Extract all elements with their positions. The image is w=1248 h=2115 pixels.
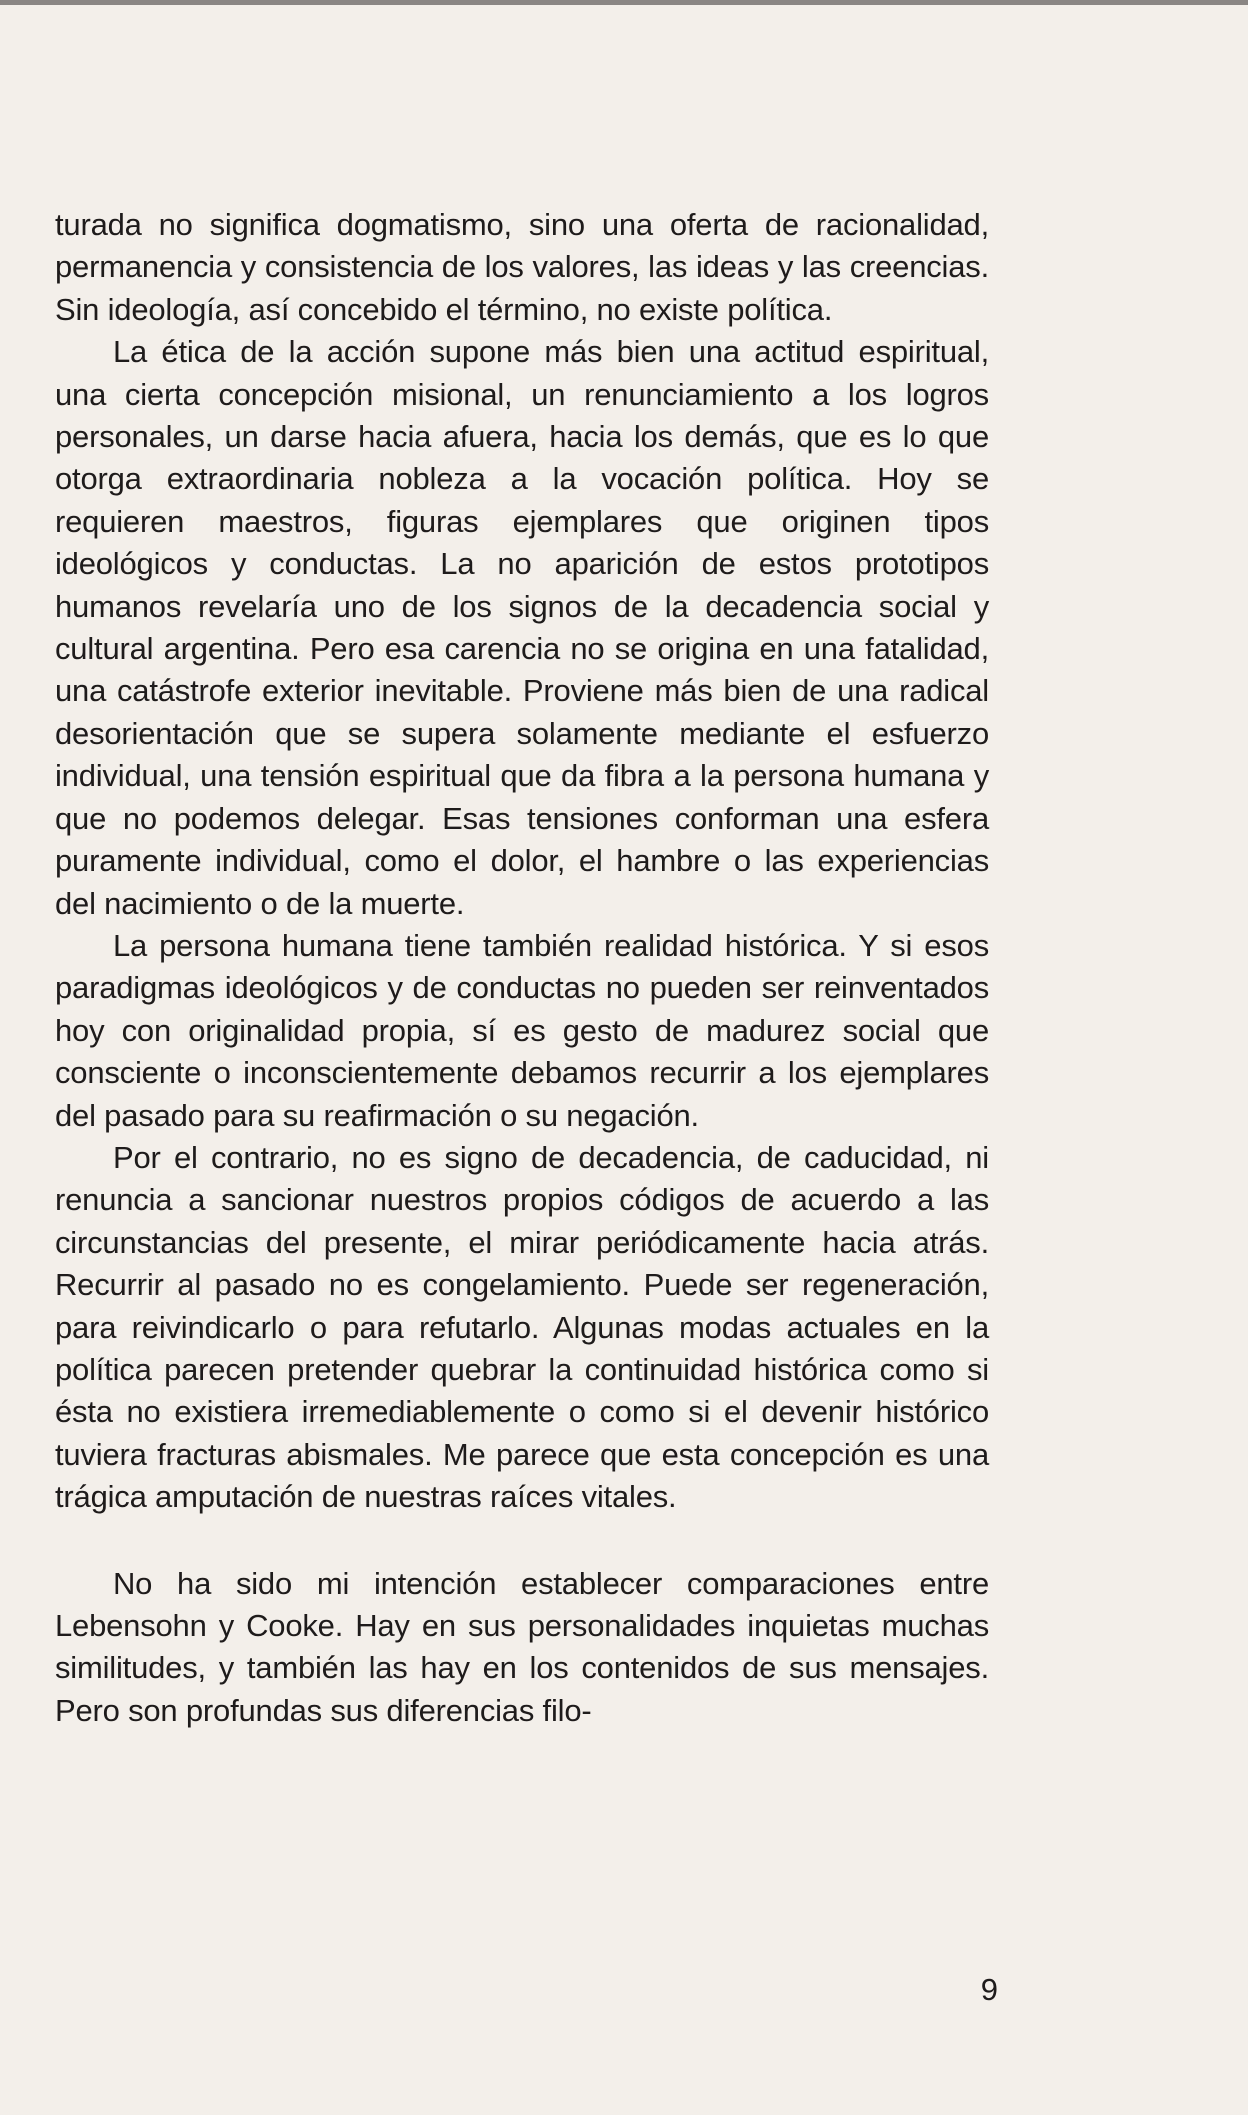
- paragraph: La persona humana tiene también realidad histórica. Y si esos paradigmas ideológicos y de conductas no pueden ser reinventados hoy con originalidad propia, sí es gesto de madurez social que consciente o inconscientemente debamos recurrir a los ejemplares del pasado para su reafirmación o su negación.: [55, 927, 989, 1133]
- paragraph: turada no significa dogmatismo, sino una oferta de racionalidad, permanencia y consistencia de los valores, las ideas y las creencias. Sin ideología, así concebido el término, no existe política.: [55, 207, 989, 327]
- paragraph: La ética de la acción supone más bien una actitud espiritual, una cierta concepción misional, un renunciamiento a los logros personales, un darse hacia afuera, hacia los demás, que es lo que otorga extraordinaria nobleza a la vocación política. Hoy se requieren maestros, figuras ejemplares que originen tipos ideológicos y conductas. La no aparición de estos prototipos humanos revelaría uno de los signos de la decadencia social y cultural argentina. Pero esa carencia no se origina en una fatalidad, una catástrofe exterior inevitable. Proviene más bien de una radical desorientación que se supera solamente mediante el esfuerzo individual, una tensión espiritual que da fibra a la persona humana y que no podemos delegar. Esas tensiones conforman una esfera puramente individual, como el dolor, el hambre o las experiencias del nacimiento o de la muerte.: [55, 334, 989, 921]
- body-text: [55, 204, 989, 1732]
- paragraph: No ha sido mi intención establecer comparaciones entre Lebensohn y Cooke. Hay en sus personalidades inquietas muchas similitudes, y también las hay en los contenidos de sus mensajes. Pero son profundas sus diferencias filo-: [55, 1565, 989, 1728]
- paragraph: Por el contrario, no es signo de decadencia, de caducidad, ni renuncia a sancionar nuestros propios códigos de acuerdo a las circunstancias del presente, el mirar periódicamente hacia atrás. Recurrir al pasado no es congelamiento. Puede ser regeneración, para reivindicarlo o para refutarlo. Algunas modas actuales en la política parecen pretender quebrar la continuidad histórica como si ésta no existiera irremediablemente o como si el devenir histórico tuviera fracturas abismales. Me parece que esta concepción es una trágica amputación de nuestras raíces vitales.: [55, 1139, 989, 1515]
- page-number: 9: [980, 1972, 998, 2007]
- page-top-edge: [0, 0, 1248, 5]
